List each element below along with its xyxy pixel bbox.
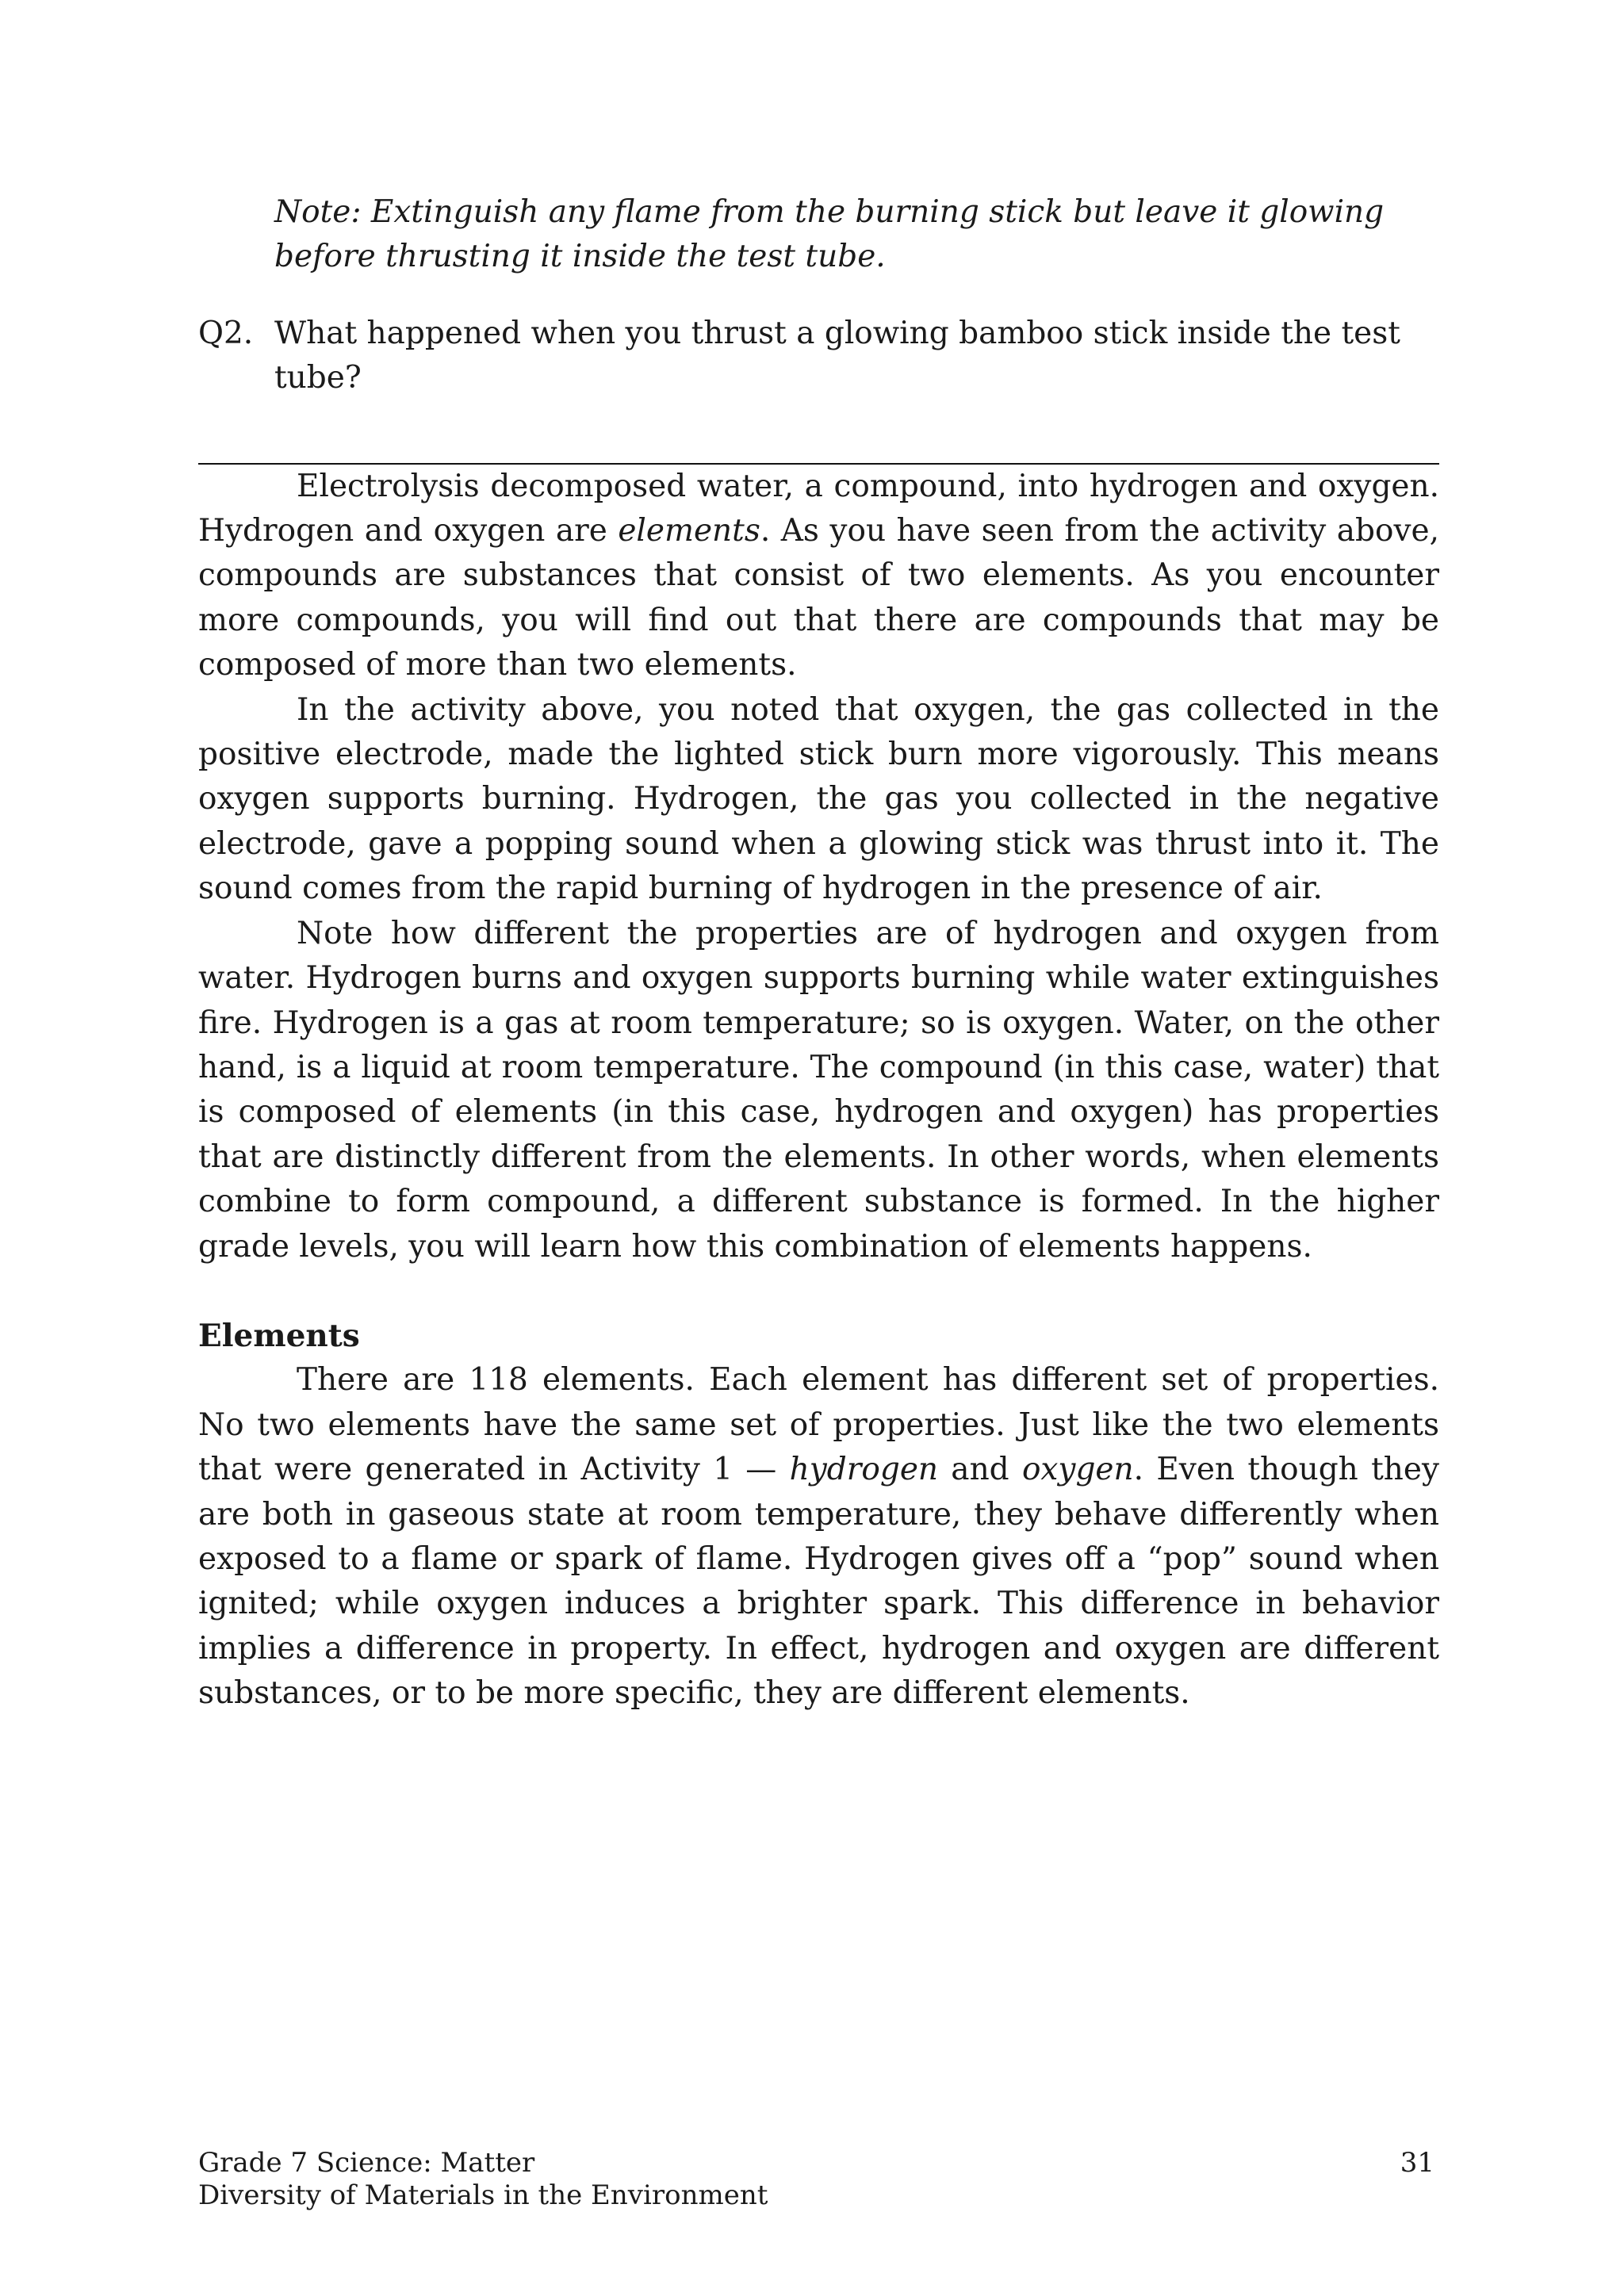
- paragraph-elements-text-3: . Even though they are both in gaseous state at room temperature, they behave differently when exposed to a flame or spark of flame. Hydrogen gives off a “pop” sound when ignited; while oxygen induces a brighter spark. This difference in behavior implies a difference in property. In effect, hydrogen and oxygen are different substances, or to be more specific, they are different elements.: [198, 1452, 1439, 1712]
- safety-note: Note: Extinguish any flame from the burning stick but leave it glowing before thrusting it inside the test tube.: [274, 194, 1385, 275]
- paragraph-properties: Note how different the properties are of hydrogen and oxygen from water. Hydrogen burns and oxygen supports burning while water extinguishes fire. Hydrogen is a gas at room temperature; so is oxygen. Water, on the other hand, is a liquid at room temperature. The compound (in this case, water) that is composed of elements (in this case, hydrogen and oxygen) has properties that are distinctly different from the elements. In other words, when elements combine to form compound, a different substance is formed. In the higher grade levels, you will learn how this combination of elements happens.: [198, 915, 1439, 1265]
- footer-module-title: Diversity of Materials in the Environment: [198, 2179, 768, 2211]
- page-footer: [198, 2147, 1439, 2212]
- question-text: What happened when you thrust a glowing bamboo stick inside the test tube?: [274, 315, 1400, 396]
- question-number: Q2.: [198, 315, 254, 351]
- paragraph-elements-emphasis-oxygen: oxygen: [1021, 1452, 1134, 1488]
- paragraph-electrolysis-text-2: . As you have seen from the activity above, compounds are substances that consist of two elements. As you encounter more compounds, you will find out that there are compounds that may be composed of more than two elements.: [198, 513, 1439, 683]
- paragraph-elements: [198, 1358, 1439, 1716]
- paragraph-electrolysis-emphasis: elements: [618, 513, 760, 549]
- paragraph-elements-text-1: There are 118 elements. Each element has different set of properties. No two elements have the same set of properties. Just like the two elements that were generated in Activity 1 —: [198, 1362, 1439, 1488]
- paragraph-elements-text-2: and: [938, 1452, 1022, 1488]
- paragraph-electrolysis-text-1: Electrolysis decomposed water, a compound, into hydrogen and oxygen. Hydrogen and oxygen are: [198, 468, 1439, 549]
- paragraph-elements-emphasis-hydrogen: hydrogen: [789, 1452, 939, 1488]
- paragraph-electrolysis: [198, 465, 1439, 688]
- paragraph-activity-results: In the activity above, you noted that oxygen, the gas collected in the positive electrode, made the lighted stick burn more vigorously. This means oxygen supports burning. Hydrogen, the gas you collected in the negative electrode, gave a popping sound when a glowing stick was thrust into it. The sound comes from the rapid burning of hydrogen in the presence of air.: [198, 691, 1439, 907]
- page-number: 31: [1400, 2147, 1434, 2179]
- footer-course-info: [198, 2147, 768, 2212]
- question-q2: [198, 312, 1439, 401]
- page-content: [198, 190, 1439, 1716]
- footer-course-title: Grade 7 Science: Matter: [198, 2147, 535, 2179]
- section-heading-elements: Elements: [198, 1317, 360, 1354]
